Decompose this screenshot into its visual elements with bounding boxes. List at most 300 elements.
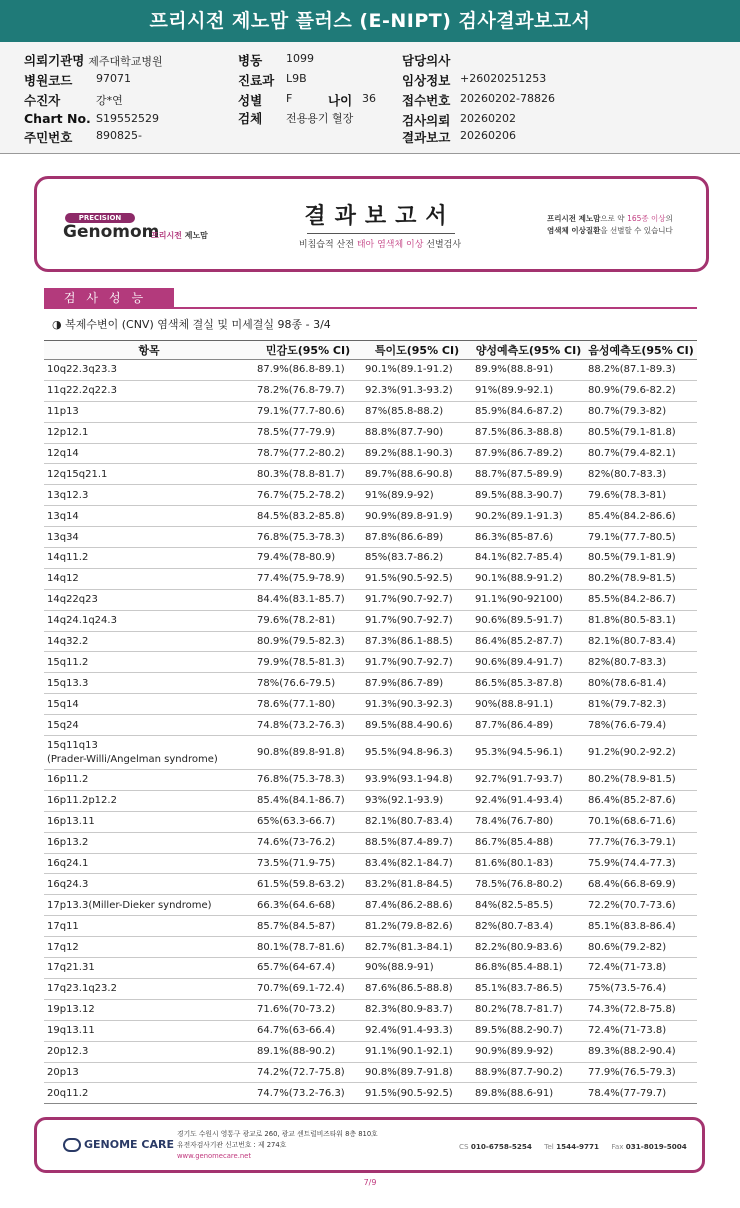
metric-cell: 91%(89.9-92.1) xyxy=(472,380,585,401)
metric-cell: 75%(73.5-76.4) xyxy=(585,978,697,999)
report-sub-pink: 태아 염색체 이상 xyxy=(356,240,424,250)
metric-cell: 80.2%(78.9-81.5) xyxy=(585,770,697,791)
metric-cell: 82.1%(80.7-83.4) xyxy=(585,631,697,652)
request-label: 검사의뢰 xyxy=(402,113,451,128)
tel-label: Tel xyxy=(544,1142,554,1151)
tagline-line2 xyxy=(547,225,673,237)
ward-field xyxy=(238,51,314,69)
region-cell: 17q21.31 xyxy=(44,958,254,979)
metric-cell: 68.4%(66.8-69.9) xyxy=(585,874,697,895)
metric-cell: 77.7%(76.3-79.1) xyxy=(585,832,697,853)
table-row xyxy=(44,673,697,694)
metric-cell: 88.2%(87.1-89.3) xyxy=(585,360,697,381)
report-sub-a: 비침습적 산전 xyxy=(298,240,354,250)
age-value: 36 xyxy=(362,92,376,105)
metric-cell: 82.1%(80.7-83.4) xyxy=(362,811,472,832)
receipt-field xyxy=(402,91,555,109)
patient-value: 강*연 xyxy=(96,94,123,107)
metric-cell: 82.3%(80.9-83.7) xyxy=(362,999,472,1020)
region-cell: 14q32.2 xyxy=(44,631,254,652)
table-row xyxy=(44,715,697,736)
metric-cell: 77.9%(76.5-79.3) xyxy=(585,1062,697,1083)
footer-url[interactable]: www.genomecare.net xyxy=(177,1152,252,1160)
table-row xyxy=(44,422,697,443)
table-header-row xyxy=(44,341,697,360)
region-cell: 14q11.2 xyxy=(44,548,254,569)
cs-label: CS xyxy=(459,1142,469,1151)
metric-cell: 92.4%(91.4-93.4) xyxy=(472,790,585,811)
patient-label: 수진자 xyxy=(24,93,61,108)
section-rule xyxy=(44,307,697,309)
code-label: 병원코드 xyxy=(24,73,73,88)
table-row xyxy=(44,895,697,916)
metric-cell: 86.4%(85.2-87.6) xyxy=(585,790,697,811)
metric-cell: 81%(79.7-82.3) xyxy=(585,694,697,715)
receipt-value: 20260202-78826 xyxy=(460,92,555,105)
tagline-1a: 프리시전 제노맘 xyxy=(547,214,601,223)
metric-cell: 72.2%(70.7-73.6) xyxy=(585,895,697,916)
metric-cell: 91.7%(90.7-92.7) xyxy=(362,652,472,673)
metric-cell: 80.7%(79.4-82.1) xyxy=(585,443,697,464)
dept-label: 진료과 xyxy=(238,73,275,88)
rrn-value: 890825- xyxy=(96,129,142,142)
genomom-logo: Genomom xyxy=(63,222,160,242)
region-cell: 11q22.2q22.3 xyxy=(44,380,254,401)
region-cell: 17q23.1q23.2 xyxy=(44,978,254,999)
precision-pill: PRECISION xyxy=(65,213,135,223)
metric-cell: 91.5%(90.5-92.5) xyxy=(362,1083,472,1104)
code-field xyxy=(24,71,131,89)
tagline-line1 xyxy=(547,213,673,225)
metric-cell: 72.4%(71-73.8) xyxy=(585,1020,697,1041)
metric-cell: 89.5%(88.3-90.7) xyxy=(472,485,585,506)
metric-cell: 86.4%(85.2-87.7) xyxy=(472,631,585,652)
metric-cell: 89.5%(88.4-90.6) xyxy=(362,715,472,736)
region-cell: 20p12.3 xyxy=(44,1041,254,1062)
metric-cell: 82%(80.7-83.3) xyxy=(585,652,697,673)
age-field xyxy=(328,91,376,109)
metric-cell: 86.8%(85.4-88.1) xyxy=(472,958,585,979)
metric-cell: 88.9%(87.7-90.2) xyxy=(472,1062,585,1083)
patient-info-panel xyxy=(0,42,740,154)
page-number: 7/9 xyxy=(363,1178,377,1187)
rrn-label: 주민번호 xyxy=(24,130,73,145)
metric-cell: 82%(80.7-83.3) xyxy=(585,464,697,485)
column-header: 양성예측도(95% CI) xyxy=(472,341,585,360)
table-row xyxy=(44,736,697,770)
metric-cell: 90%(88.8-91.1) xyxy=(472,694,585,715)
logo-sub-dark: 제노맘 xyxy=(184,231,208,240)
metric-cell: 80.1%(78.7-81.6) xyxy=(254,937,362,958)
doctor-label: 담당의사 xyxy=(402,53,451,68)
metric-cell: 89.5%(88.2-90.7) xyxy=(472,1020,585,1041)
column-header: 민감도(95% CI) xyxy=(254,341,362,360)
code-value: 97071 xyxy=(96,72,131,85)
table-row xyxy=(44,770,697,791)
metric-cell: 79.6%(78.2-81) xyxy=(254,610,362,631)
metric-cell: 85.9%(84.6-87.2) xyxy=(472,401,585,422)
region-cell: 17p13.3(Miller-Dieker syndrome) xyxy=(44,895,254,916)
metric-cell: 89.2%(88.1-90.3) xyxy=(362,443,472,464)
report-title-bar: 프리시전 제노맘 플러스 (E-NIPT) 검사결과보고서 xyxy=(0,0,740,42)
metric-cell: 74.6%(73-76.2) xyxy=(254,832,362,853)
region-cell: 14q24.1q24.3 xyxy=(44,610,254,631)
specimen-value: 전용용기 혈장 xyxy=(286,112,354,125)
performance-table xyxy=(44,340,697,1104)
table-row xyxy=(44,631,697,652)
metric-cell: 91.1%(90-92100) xyxy=(472,589,585,610)
genomom-logo-sub xyxy=(151,230,208,241)
chart-value: S19552529 xyxy=(96,112,159,125)
metric-cell: 79.6%(78.3-81) xyxy=(585,485,697,506)
doctor-field xyxy=(402,51,450,69)
metric-cell: 74.7%(73.2-76.3) xyxy=(254,1083,362,1104)
genomecare-logo-text: GENOME CARE xyxy=(84,1138,174,1151)
metric-cell: 87.9%(86.8-89.1) xyxy=(254,360,362,381)
metric-cell: 84.5%(83.2-85.8) xyxy=(254,506,362,527)
table-row xyxy=(44,506,697,527)
region-cell: 15q11q13 (Prader-Willi/Angelman syndrome) xyxy=(44,736,254,770)
metric-cell: 90.9%(89.8-91.9) xyxy=(362,506,472,527)
metric-cell: 76.7%(75.2-78.2) xyxy=(254,485,362,506)
address-line2: 유전자검사기관 신고번호 : 제 274호 xyxy=(177,1141,287,1149)
metric-cell: 87.5%(86.3-88.8) xyxy=(472,422,585,443)
receipt-label: 접수번호 xyxy=(402,93,451,108)
metric-cell: 84.4%(83.1-85.7) xyxy=(254,589,362,610)
report-date-field xyxy=(402,128,516,146)
request-field xyxy=(402,111,516,129)
metric-cell: 91.7%(90.7-92.7) xyxy=(362,589,472,610)
ward-value: 1099 xyxy=(286,52,314,65)
table-row xyxy=(44,694,697,715)
metric-cell: 81.6%(80.1-83) xyxy=(472,853,585,874)
fax-label: Fax xyxy=(611,1142,624,1151)
metric-cell: 82%(80.7-83.4) xyxy=(472,916,585,937)
metric-cell: 87.7%(86.4-89) xyxy=(472,715,585,736)
table-row xyxy=(44,916,697,937)
metric-cell: 85.1%(83.7-86.5) xyxy=(472,978,585,999)
table-row xyxy=(44,832,697,853)
table-row xyxy=(44,610,697,631)
hospital-field xyxy=(24,51,163,69)
hospital-label: 의뢰기관명 xyxy=(24,53,85,68)
metric-cell: 89.7%(88.6-90.8) xyxy=(362,464,472,485)
metric-cell: 88.7%(87.5-89.9) xyxy=(472,464,585,485)
report-date-label: 결과보고 xyxy=(402,130,451,145)
table-row xyxy=(44,1083,697,1104)
table-row xyxy=(44,652,697,673)
column-header: 항목 xyxy=(44,341,254,360)
metric-cell: 86.3%(85-87.6) xyxy=(472,527,585,548)
genomecare-icon xyxy=(63,1138,81,1152)
metric-cell: 92.7%(91.7-93.7) xyxy=(472,770,585,791)
metric-cell: 93%(92.1-93.9) xyxy=(362,790,472,811)
region-cell: 20q11.2 xyxy=(44,1083,254,1104)
dept-value: L9B xyxy=(286,72,307,85)
metric-cell: 90.8%(89.7-91.8) xyxy=(362,1062,472,1083)
region-cell: 17q11 xyxy=(44,916,254,937)
metric-cell: 79.1%(77.7-80.5) xyxy=(585,527,697,548)
region-cell: 16p11.2p12.2 xyxy=(44,790,254,811)
specimen-label: 검체 xyxy=(238,111,263,126)
metric-cell: 90.9%(89.9-92) xyxy=(472,1041,585,1062)
region-cell: 17q12 xyxy=(44,937,254,958)
table-row xyxy=(44,874,697,895)
metric-cell: 82.7%(81.3-84.1) xyxy=(362,937,472,958)
metric-cell: 75.9%(74.4-77.3) xyxy=(585,853,697,874)
table-row xyxy=(44,568,697,589)
region-cell: 15q14 xyxy=(44,694,254,715)
table-row xyxy=(44,958,697,979)
metric-cell: 87.6%(86.5-88.8) xyxy=(362,978,472,999)
metric-cell: 91.5%(90.5-92.5) xyxy=(362,568,472,589)
metric-cell: 83.2%(81.8-84.5) xyxy=(362,874,472,895)
metric-cell: 78.5%(76.8-80.2) xyxy=(472,874,585,895)
chart-label: Chart No. xyxy=(24,111,91,126)
table-row xyxy=(44,527,697,548)
metric-cell: 76.8%(75.3-78.3) xyxy=(254,770,362,791)
region-cell: 15q13.3 xyxy=(44,673,254,694)
column-header: 음성예측도(95% CI) xyxy=(585,341,697,360)
metric-cell: 81.8%(80.5-83.1) xyxy=(585,610,697,631)
report-sub-b: 선별검사 xyxy=(426,240,462,250)
metric-cell: 74.3%(72.8-75.8) xyxy=(585,999,697,1020)
metric-cell: 91%(89.9-92) xyxy=(362,485,472,506)
metric-cell: 84.1%(82.7-85.4) xyxy=(472,548,585,569)
clinical-value: +26020251253 xyxy=(460,72,547,85)
region-cell: 13q14 xyxy=(44,506,254,527)
region-cell: 14q12 xyxy=(44,568,254,589)
metric-cell: 90.1%(88.9-91.2) xyxy=(472,568,585,589)
metric-cell: 79.9%(78.5-81.3) xyxy=(254,652,362,673)
tagline-1b: 으로 약 xyxy=(600,214,625,223)
metric-cell: 83.4%(82.1-84.7) xyxy=(362,853,472,874)
metric-cell: 90.6%(89.5-91.7) xyxy=(472,610,585,631)
table-row xyxy=(44,485,697,506)
metric-cell: 91.1%(90.1-92.1) xyxy=(362,1041,472,1062)
metric-cell: 87%(85.8-88.2) xyxy=(362,401,472,422)
chart-field xyxy=(24,111,159,126)
tagline-2a: 염색체 이상질환 xyxy=(547,226,601,235)
metric-cell: 78.4%(76.7-80) xyxy=(472,811,585,832)
table-row xyxy=(44,978,697,999)
metric-cell: 90.2%(89.1-91.3) xyxy=(472,506,585,527)
metric-cell: 91.2%(90.2-92.2) xyxy=(585,736,697,770)
metric-cell: 87.3%(86.1-88.5) xyxy=(362,631,472,652)
metric-cell: 77.4%(75.9-78.9) xyxy=(254,568,362,589)
table-row xyxy=(44,401,697,422)
metric-cell: 66.3%(64.6-68) xyxy=(254,895,362,916)
clinical-label: 임상정보 xyxy=(402,73,451,88)
metric-cell: 89.1%(88-90.2) xyxy=(254,1041,362,1062)
fax-number: 031-8019-5004 xyxy=(625,1142,687,1151)
metric-cell: 87.4%(86.2-88.6) xyxy=(362,895,472,916)
metric-cell: 85.7%(84.5-87) xyxy=(254,916,362,937)
specimen-field xyxy=(238,109,354,127)
metric-cell: 89.9%(88.8-91) xyxy=(472,360,585,381)
region-cell: 15q11.2 xyxy=(44,652,254,673)
table-row xyxy=(44,811,697,832)
metric-cell: 80.3%(78.8-81.7) xyxy=(254,464,362,485)
metric-cell: 88.8%(87.7-90) xyxy=(362,422,472,443)
report-heading: 결과보고서 xyxy=(304,203,456,229)
metric-cell: 61.5%(59.8-63.2) xyxy=(254,874,362,895)
metric-cell: 71.6%(70-73.2) xyxy=(254,999,362,1020)
metric-cell: 65%(63.3-66.7) xyxy=(254,811,362,832)
metric-cell: 85.5%(84.2-86.7) xyxy=(585,589,697,610)
metric-cell: 65.7%(64-67.4) xyxy=(254,958,362,979)
metric-cell: 95.3%(94.5-96.1) xyxy=(472,736,585,770)
ward-label: 병동 xyxy=(238,53,263,68)
metric-cell: 80.9%(79.5-82.3) xyxy=(254,631,362,652)
region-cell: 19q13.11 xyxy=(44,1020,254,1041)
metric-cell: 78.4%(77-79.7) xyxy=(585,1083,697,1104)
table-row xyxy=(44,360,697,381)
region-cell: 16p13.2 xyxy=(44,832,254,853)
table-row xyxy=(44,790,697,811)
metric-cell: 78.6%(77.1-80) xyxy=(254,694,362,715)
metric-cell: 85.4%(84.2-86.6) xyxy=(585,506,697,527)
metric-cell: 92.3%(91.3-93.2) xyxy=(362,380,472,401)
section-note: ◑ 복제수변이 (CNV) 염색체 결실 및 미세결실 98종 - 3/4 xyxy=(52,318,331,331)
region-cell: 20p13 xyxy=(44,1062,254,1083)
metric-cell: 80.9%(79.6-82.2) xyxy=(585,380,697,401)
rrn-field xyxy=(24,128,142,146)
report-subheading xyxy=(267,237,493,250)
metric-cell: 85%(83.7-86.2) xyxy=(362,548,472,569)
region-cell: 15q24 xyxy=(44,715,254,736)
metric-cell: 90.8%(89.8-91.8) xyxy=(254,736,362,770)
footer-contacts xyxy=(459,1142,697,1151)
sex-label: 성별 xyxy=(238,93,263,108)
metric-cell: 93.9%(93.1-94.8) xyxy=(362,770,472,791)
table-row xyxy=(44,589,697,610)
cs-number: 010-6758-5254 xyxy=(470,1142,532,1151)
region-cell: 12q15q21.1 xyxy=(44,464,254,485)
metric-cell: 85.4%(84.1-86.7) xyxy=(254,790,362,811)
metric-cell: 95.5%(94.8-96.3) xyxy=(362,736,472,770)
metric-cell: 87.9%(86.7-89.2) xyxy=(472,443,585,464)
tagline-2b: 을 선별할 수 있습니다 xyxy=(600,226,673,235)
table-row xyxy=(44,380,697,401)
metric-cell: 76.8%(75.3-78.3) xyxy=(254,527,362,548)
table-row xyxy=(44,1041,697,1062)
sex-value: F xyxy=(286,92,293,105)
table-row xyxy=(44,999,697,1020)
metric-cell: 92.4%(91.4-93.3) xyxy=(362,1020,472,1041)
header-tagline xyxy=(547,213,673,237)
region-cell: 13q34 xyxy=(44,527,254,548)
genomecare-logo xyxy=(63,1138,174,1152)
region-cell: 16p13.11 xyxy=(44,811,254,832)
patient-field xyxy=(24,91,123,109)
metric-cell: 80%(78.6-81.4) xyxy=(585,673,697,694)
request-value: 20260202 xyxy=(460,112,516,125)
table-row xyxy=(44,853,697,874)
metric-cell: 78.5%(77-79.9) xyxy=(254,422,362,443)
age-label: 나이 xyxy=(328,93,353,108)
metric-cell: 80.5%(79.1-81.8) xyxy=(585,422,697,443)
metric-cell: 70.7%(69.1-72.4) xyxy=(254,978,362,999)
metric-cell: 78.2%(76.8-79.7) xyxy=(254,380,362,401)
tagline-1c: 의 xyxy=(665,214,673,223)
hospital-value: 제주대학교병원 xyxy=(88,55,163,68)
metric-cell: 80.7%(79.3-82) xyxy=(585,401,697,422)
region-cell: 16q24.3 xyxy=(44,874,254,895)
clinical-field xyxy=(402,71,547,89)
metric-cell: 89.8%(88.6-91) xyxy=(472,1083,585,1104)
table-row xyxy=(44,1020,697,1041)
metric-cell: 74.8%(73.2-76.3) xyxy=(254,715,362,736)
region-cell: 16q24.1 xyxy=(44,853,254,874)
region-cell: 16p11.2 xyxy=(44,770,254,791)
metric-cell: 80.5%(79.1-81.9) xyxy=(585,548,697,569)
metric-cell: 90.1%(89.1-91.2) xyxy=(362,360,472,381)
metric-cell: 64.7%(63-66.4) xyxy=(254,1020,362,1041)
region-cell: 12p12.1 xyxy=(44,422,254,443)
metric-cell: 86.7%(85.4-88) xyxy=(472,832,585,853)
metric-cell: 89.3%(88.2-90.4) xyxy=(585,1041,697,1062)
metric-cell: 90%(88.9-91) xyxy=(362,958,472,979)
section-tab: 검사성능 xyxy=(44,288,174,308)
metric-cell: 88.5%(87.4-89.7) xyxy=(362,832,472,853)
address-line1: 경기도 수원시 영통구 광교로 260, 광교 센트럴비즈타워 8층 810호 xyxy=(177,1130,378,1138)
report-heading-rule xyxy=(307,233,455,234)
report-header-box xyxy=(34,176,709,272)
region-cell: 19p13.12 xyxy=(44,999,254,1020)
region-cell: 11p13 xyxy=(44,401,254,422)
metric-cell: 73.5%(71.9-75) xyxy=(254,853,362,874)
table-row xyxy=(44,464,697,485)
metric-cell: 91.3%(90.3-92.3) xyxy=(362,694,472,715)
metric-cell: 84%(82.5-85.5) xyxy=(472,895,585,916)
footer-address xyxy=(177,1129,378,1162)
region-cell: 10q22.3q23.3 xyxy=(44,360,254,381)
region-cell: 14q22q23 xyxy=(44,589,254,610)
metric-cell: 80.6%(79.2-82) xyxy=(585,937,697,958)
table-row xyxy=(44,937,697,958)
metric-cell: 81.2%(79.8-82.6) xyxy=(362,916,472,937)
region-cell: 12q14 xyxy=(44,443,254,464)
tel-number: 1544-9771 xyxy=(556,1142,600,1151)
metric-cell: 80.2%(78.7-81.7) xyxy=(472,999,585,1020)
metric-cell: 80.2%(78.9-81.5) xyxy=(585,568,697,589)
dept-field xyxy=(238,71,307,89)
logo-sub-pink: 프리시전 xyxy=(151,231,182,240)
metric-cell: 82.2%(80.9-83.6) xyxy=(472,937,585,958)
metric-cell: 91.7%(90.7-92.7) xyxy=(362,610,472,631)
metric-cell: 85.1%(83.8-86.4) xyxy=(585,916,697,937)
metric-cell: 87.8%(86.6-89) xyxy=(362,527,472,548)
metric-cell: 87.9%(86.7-89) xyxy=(362,673,472,694)
metric-cell: 79.1%(77.7-80.6) xyxy=(254,401,362,422)
metric-cell: 86.5%(85.3-87.8) xyxy=(472,673,585,694)
metric-cell: 74.2%(72.7-75.8) xyxy=(254,1062,362,1083)
metric-cell: 70.1%(68.6-71.6) xyxy=(585,811,697,832)
metric-cell: 78%(76.6-79.5) xyxy=(254,673,362,694)
metric-cell: 90.6%(89.4-91.7) xyxy=(472,652,585,673)
region-cell: 13q12.3 xyxy=(44,485,254,506)
footer-box xyxy=(34,1117,705,1173)
metric-cell: 78.7%(77.2-80.2) xyxy=(254,443,362,464)
report-date-value: 20260206 xyxy=(460,129,516,142)
table-row xyxy=(44,1062,697,1083)
table-row xyxy=(44,548,697,569)
tagline-1pink: 165종 이상 xyxy=(627,214,666,223)
metric-cell: 72.4%(71-73.8) xyxy=(585,958,697,979)
column-header: 특이도(95% CI) xyxy=(362,341,472,360)
table-row xyxy=(44,443,697,464)
